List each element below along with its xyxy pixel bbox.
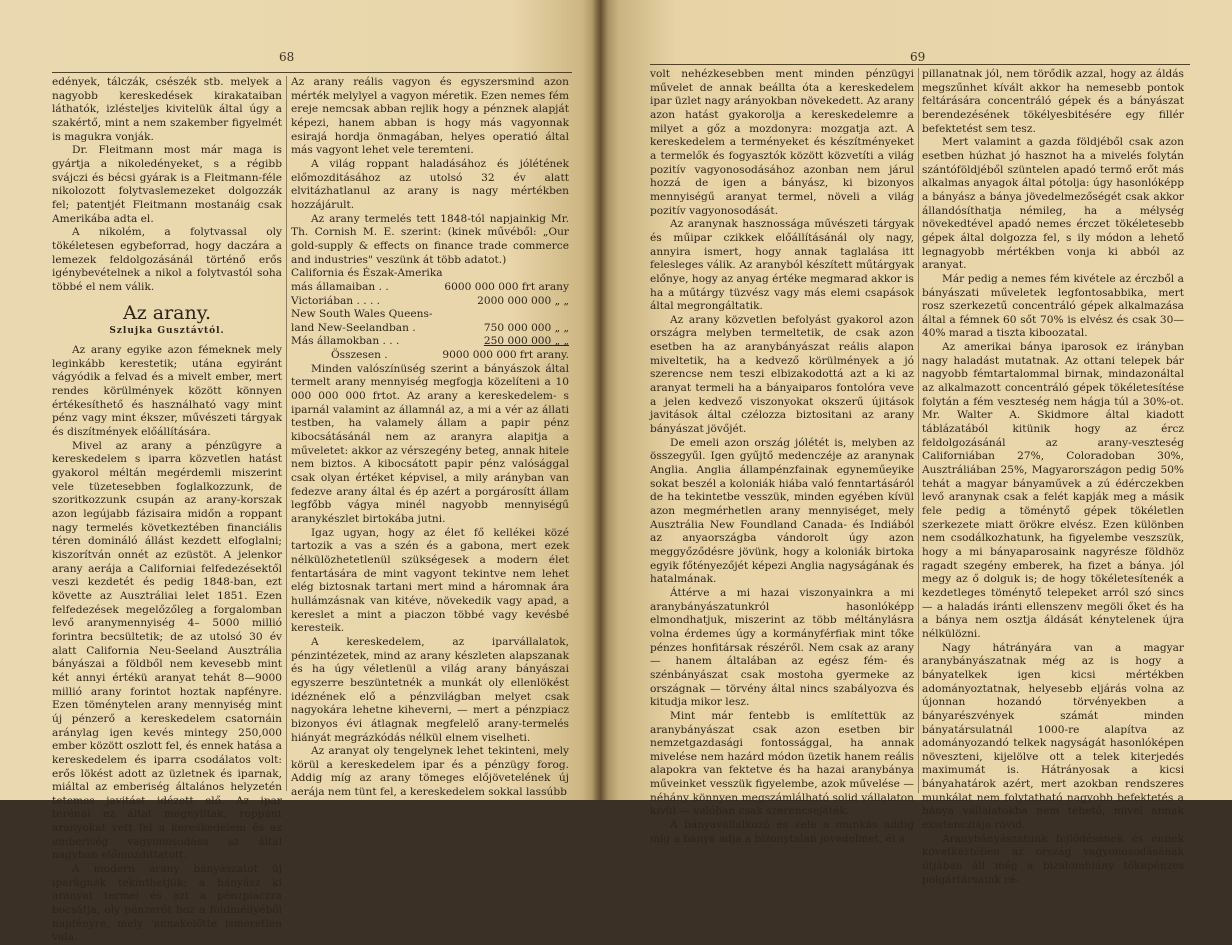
right-column-1 [650, 68, 915, 845]
paragraph: De emeli azon ország jólétét is, melyben az összegyűl. Igen gyűjtő medenczéje az aranynak Anglia. Anglia állampénzfainak egyneműeyike sokat beszél a koloniák hiába való fenntartásáról de ha tekintetbe vesszük, minden egyében kívül azon megmérhetlen arany mennyiséget, mely Ausztrália New Foundland Canada- és Indiából az anyaországba vándorolt úgy azon meggyőződésre jövünk, hogy a koloniák birtoka egyik főtényezőjét képezi Anglia nagyságának és hatalmának. [650, 436, 914, 586]
paragraph: Minden valószínüség szerint a bányászok által termelt arany mennyiség megfogja közelíteni a 10 000 000 000 frtot. Az arany a kereskedelem- s iparnál valamint az államnál az, a mi a vér az állati testben, ha valamely állam a papir pénz kibocsátásánál nem az aranyra alapitja a műveletet: akkor az vérszegény beteg, annak hitele nem biztos. A kibocsátott papir pénz valósággal csak olyan értéket képvisel, a mily arányban van fedezve arany által és ép azért a porgárosítt állam legfőbb vágya minél nagyobb mennyiségű aranykészlet birtokába jutni. [291, 362, 569, 525]
total-label: Összesen . [331, 349, 388, 362]
paragraph: Az aranynak hasznossága művészeti tárgyak és műipar czikkek előállításánál oly nagy, annyira ismert, hogy annak taglalása itt felesleges válik. Az aranyból készített műtárgyak előnye, hogy az anyag értéke megmarad akkor is ha a műtárgy tüzvész vagy más elemi csapások által megrongáltatik. [650, 218, 914, 313]
paragraph: Igaz ugyan, hogy az élet fő kellékei közé tartozik a vas a szén és a gabona, mert ezek nélkülözhetetlenül szükségesek a modern élet fentartására de mint vagyont tekintve nem lehet elég biztosnak tartani mert mind a háromnak ára hullámzásnak van kitéve, növekedik vagy apad, a kereslet a mint a piaczon többé vagy kevésbé keresteik. [291, 526, 569, 635]
row-label: land New-Seelandban . [291, 321, 416, 334]
paragraph: A kereskedelem, az iparvállalatok, pénzintézetek, mind az arany készleten alapszanak és ha úgy véletlenül a világ arany bányászai egyszerre beszüntetnék a munkát oly ellenlökést idéznének elő a pénzvilágban melyet csak nagyokára lehetne kiheverni, — mert a pénzpiacz bizonyos évi átlagnak megfelelő arany-termelés hiányát megrázkódás nélkül elnem viselheti. [291, 635, 569, 744]
paragraph: Mint már fentebb is említettük az aranybányászat csak azon esetben bir nemzetgazdasági fontossággal, ha annak mivelése nem hazárd módon üzetik hanem reális alapokra van fektetve és ha hazai aranybánya műveinket vesszük figyelembe, azok művelése — néhány könnyen megszámlálható solid vállalaton kívül — valóban csak szerencsejáték. [650, 709, 914, 818]
row-label: New South Wales Queens- [291, 308, 433, 321]
row-label: más államaiban . . [291, 280, 389, 293]
table-row [291, 267, 569, 281]
table-row [291, 308, 569, 322]
paragraph: Áttérve a mi hazai viszonyainkra a mi aranybányászatunkról hasonlóképp elmondhatjuk, miszerint az több méltánylásra volna érdemes úgy a kormányférfiak mint tőke pénzes honfitársak részéről. Nem csak az arany — hanem általában az egész fém- és szénbányászat csak mostoha gyermeke az országnak — törvény által nincs szabályozva és kitudja mikor lesz. [650, 586, 914, 709]
paragraph: Aranybányászatunk fejlődésének és ennek következtében az ország vagyonosodásának útjában áll még a bizalomhiány tőkepénzes polgártársaink ré- [922, 832, 1184, 886]
page-number: 69 [910, 50, 926, 64]
article-title: Az arany. [123, 301, 211, 324]
paragraph: A nikolém, a folytvassal oly tökéletesen egybeforrad, hogy daczára a lemezek feldolgozásánál történő erős igénybevételnek a nikol a folytvastól soha többé el nem válik. [52, 226, 282, 293]
table-total-row [291, 349, 569, 363]
table-row [291, 335, 569, 349]
row-value: 750 000 000 „ „ [483, 321, 569, 334]
paragraph: Dr. Fleitmann most már maga is gyártja a nikoledényeket, s a régibb svájczi és bécsi gyárak is a Fleitmann-féle nikolozott folytvaslemezeket dolgozzák fel; patentjét Fleitmann mostanáig csak Amerikába adta el. [52, 144, 282, 225]
production-table [291, 267, 569, 363]
header-rule [650, 64, 1190, 65]
row-label: Victoriában . . . . [291, 294, 381, 307]
paragraph: Az arany termelés tett 1848-tól napjainkig Mr. Th. Cornish M. E. szerint: (kinek művéből: „Our gold-supply & effects on finance trade commerce and industries" veszünk át több adatot.) [291, 212, 569, 266]
total-value: 9000 000 000 frt arany. [442, 349, 569, 362]
table-row [291, 295, 569, 309]
table-row [291, 281, 569, 295]
paragraph: edények, tálczák, csészék stb. melyek a nagyobb kereskedések kirakataiban láthatók, izlésteljes kivitelük által úgy a szakértő, mint a nem szakember figyelmét is magukra vonják. [52, 76, 282, 143]
right-column-2 [922, 68, 1184, 886]
paragraph: Már pedig a nemes fém kivétele az érczből a bányászati műveletek legfontosabbika, mert rosz szerkezetű concentráló gépek alkalmazása által a fémnek 60 sőt 70% is elvész és csak 30—40% marad a tiszta kiboozatal. [922, 272, 1184, 340]
row-label: Más államokban . . . [291, 335, 400, 348]
paragraph: A bányavállalkozó és vele a munkás addig míg a bánya adja a bizonytalan jövedelmet, él a [650, 819, 914, 845]
column-divider [286, 76, 287, 791]
paragraph: Nagy hátrányára van a magyar aranybányászatnak még az is hogy a bányatelkek igen kicsi mértékben adományoztatnak, helyesebb eljárás volna az újonnan hozandó törvényekben a bányarészvények számát minden bányatársulatnál 1000-re alapítva az adományozandó telkek nagyságát hasonlóképen növeszteni, kijelölve ott a telek kiterjedés maximumát is. Hátrányosak a kicsi bányahatárok azért, mert azokban rendszeres munkálat nem folytatható nagyobb befektetés a bánya vállalatokba nem tehető, mivel annak existencziája rövid. [922, 641, 1184, 832]
right-page [600, 0, 1232, 886]
paragraph: Az arany reális vagyon és egyszersmind azon mérték melylyel a vagyon méretik. Ezen nemes fém ereje nemcsak abban rejlik hogy a pénznek alapját képezi, hanem abban is hogy más vagyonnak esirajá hordja önmagában, helyes operatió által más vagyont lehet vele teremteni. [291, 76, 569, 157]
left-page [0, 0, 600, 944]
header-rule [52, 72, 572, 73]
paragraph: A világ roppant haladásához és jólétének előmozditásához az utolsó 32 év alatt elvitázhatlanul az arany is nagy mértékben hozzájárult. [291, 157, 569, 211]
paragraph: Az arany egyike azon fémeknek mely leginkább kerestetik; utána egyiránt vágyódik a felvad és a mivelt ember, mert rendes körülmények között könnyen értékesíthető és használható vagy mint pénz vagy mint ékszer, művészeti tárgyak és diszítmények előállítására. [52, 344, 282, 439]
column-divider [918, 68, 919, 793]
book-gutter [592, 0, 608, 800]
article-author: Szlujka Gusztávtól. [109, 325, 225, 336]
paragraph: volt nehézkesebben ment minden pénzügyi művelet de annak beállta óta a kereskedelem ipar üzlet nagy arányokban növekedett. Az arany azon hatást gyakorolja a kereskedelemre a milyet a gőz a mozdonyra: mozgatja azt. A kereskedelem a terményeket és készítményeket a termelők és fogyasztók között közvetíti a világ pozitív vagyonosodásához azonban nem járul hozzá de igen a bányász, ki bizonyos mennyiségű aranyat termel, növeli a világ pozitív vagyonosodását. [650, 68, 915, 217]
row-value: 6000 000 000 frt arany [444, 280, 569, 293]
paragraph: Az aranyat oly tengelynek lehet tekinteni, mely körül a kereskedelem ipar és a pénzügy forog. Addig míg az arany tömeges előjövetelének új aerája nem tünt fel, a kereskedelem sokkal lassúbb [291, 745, 569, 799]
paragraph: A modern arany bányászatot új iparágnak tekinthetjük; a bányász ki aranyat termel és azt a pénzpiaczra bocsátja, oly pénzerőt hoz a földméllyéből napfényre, mely 'annakelőtte ismeretlen vala. [52, 863, 282, 944]
paragraph: Mert valamint a gazda földjéből csak azon esetben húzhat jó hasznot ha a mivelés folytán szántóföldjéből szüntelen apadó termő erőt más alkalmas anyagok által pótolja: úgy hasonlóképp a bányász a bánya jövedelmezőségét csak akkor állandósíthatja némileg, ha a mélység növekedtével apadó nemes érczet tökéletesebb gépek által dolgozza fel, s ily módon a lehető legnagyobb mértékben vonja ki abból az aranyat. [922, 136, 1184, 272]
page-number: 68 [279, 50, 295, 64]
row-value: 2000 000 000 „ „ [477, 294, 569, 307]
left-column-2 [291, 76, 569, 800]
paragraph: Az amerikai bánya iparosok ez irányban nagy haladást mutatnak. Az ottani telepek bár nagyobb fémtartalommal birnak, mindazonáltal az alkalmazott concentráló gépek tökéletesítése folytán a fém veszteség nem hágja túl a 30%-ot. Mr. Walter A. Skidmore által kiadott táblázatából kitünik hogy az ércz feldolgozásánál az arany-veszteség Californiában 27%, Coloradoban 30%, Ausztráliában 25%, Magyarországon pedig 50% tehát a magyar bányaművek a zú édérczekben levő aranynak csak a felét kapják meg a másik fele pedig a töménytő gépek tökéletlen szerkezete miatt örökre elvész. Ezen különben nem csodálkozhatunk, ha figyelembe veszszük, hogy a mi bányaparosaink nagyrésze földhöz ragadt szegény emberek, ha fizet a bánya. jól megy az ő dolguk is; de hogy tökéletesítenék a kezdetleges töménytő telepeket arról szó sincs — a haladás iránti ellenszenv megöli őket és ha a bánya nem osztja áldását kénytelenek újra nélkülözni. [922, 341, 1184, 640]
table-row [291, 322, 569, 336]
paragraph: Mivel az arany a pénzügyre a kereskedelem s iparra közvetlen hatást gyakorol méltán megérdemli miszerint vele tüzetesebben foglalkozzunk, de szoritkozzunk csupán az arany-korszak azon legújabb fázisaira midőn a roppant nagy termelés következtében financiális téren domináló állást kezdett elfoglalni; kiszorítván onnét az ezüstöt. A jelenkor arany aerája a Californiai felfedezésektől veszi kezdetét és pedig 1848-ban, ezt követte az Ausztráliai lelet 1851. Ezen felfedezések megelőzőleg a forgalomban levő aranymennyiség 4– 5000 millió forintra becsültetik; de az utolsó 30 év alatt California Neu-Seeland Ausztrália bányászai a földből nem kevesebb mint két annyi értékü aranyat tehát 8—9000 millió arany forintot hoztak napfényre. Ezen töménytelen arany mennyiség mint új pénzerő a kereskedelem csatornáin aránylag igen kevés mintegy 250,000 ember között oszlott fel, és ennek hatása a kereskedelem és iparra csodálatos volt: erős lökést adott az üzletnek és iparnak, miáltal az emberiség általános helyzetén tetemes javitást idézett elő. Az ipar terénai ez által megnyiltak, roppant aranyokat vett fel a kereskedelem és az emberiség vagyonosodása az által nagyban előmozdittatott. [52, 439, 282, 862]
paragraph: Az arany közvetlen befolyást gyakorol azon országra melyben termeltetik, de csak azon esetben ha az aranybányászat reális alapon miveltetik, ha a kedvező körülmények a jó szerencse nem teszi elbizakodottá azt a ki az aranyat termeli ha a bányaiparos fontolóra veve a jelen kedvező viszonyokat okszerű újitások javitások által czélozza biztositani az arany bányászat jövőjét. [650, 313, 914, 436]
row-label: California és Észak-Amerika [291, 267, 443, 280]
left-column-1 [52, 76, 282, 944]
row-value: 250 000 000 „ „ [483, 335, 569, 348]
paragraph: pillanatnak jól, nem törődik azzal, hogy az áldás megszűnhet kívált akkor ha nemesebb pontok feltárására concentráló gépek és a bányászat berendezésének tökélyesbitésére egy fillér befektetést sem tesz. [922, 68, 1184, 135]
